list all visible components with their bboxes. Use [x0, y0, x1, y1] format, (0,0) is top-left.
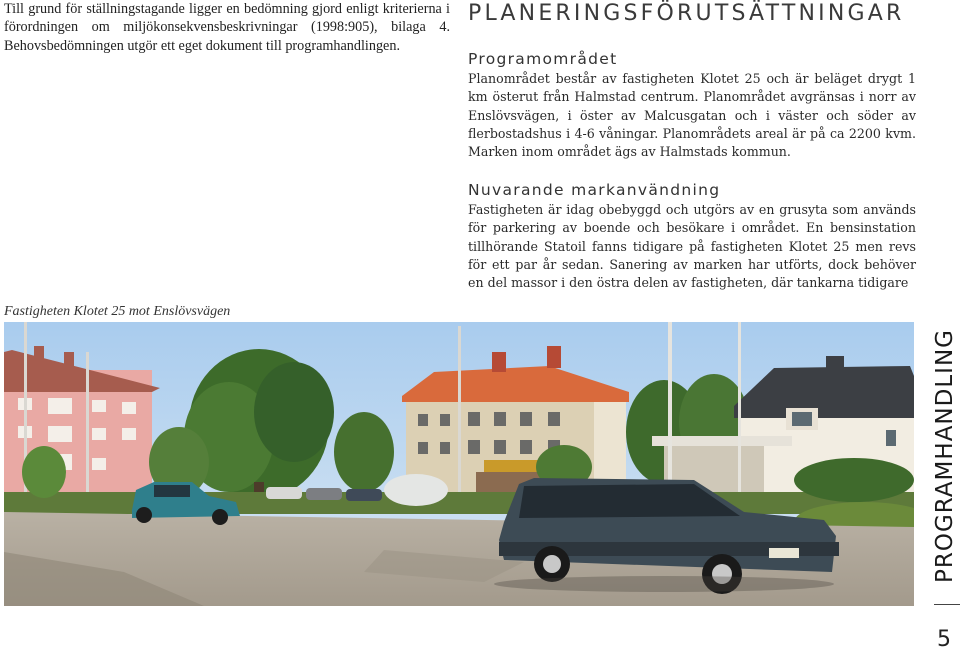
- intro-column: [4, 0, 450, 55]
- intro-paragraph: Till grund för ställningstagande ligger en bedömning gjord enligt kriterierna i förordningen om miljökonsekvensbeskrivningar (1998:905), bilaga 4. Behovsbedömningen utgör ett eget dokument till programhandlingen.: [4, 1, 450, 54]
- section-title: Programområdet: [468, 50, 618, 68]
- section-title: Nuvarande markanvändning: [468, 181, 721, 199]
- page-number: 5: [937, 627, 951, 652]
- section-text: Planområdet består av fastigheten Klotet 25 och är beläget drygt 1 km österut från Halmstad centrum. Planområdet avgränsas i norr av Enslövsvägen, i öster av Malcusgatan och i väster och söder av flerbostadshus i 4-6 våningar. Planområdets areal är på ca 2200 kvm. Marken inom området ägs av Halmstads kommun.: [468, 71, 916, 160]
- section-programomradet: [468, 50, 916, 161]
- site-photo: [4, 322, 914, 606]
- main-column: [468, 0, 916, 291]
- section-nuvarande-markanvandning: [468, 181, 916, 292]
- section-text: Fastigheten är idag obebyggd och utgörs av en grusyta som används för parkering av boende och besökare i området. En bensinstation tillhörande Statoil fanns tidigare på fastigheten Klotet 25 men revs för ett par år sedan. Sanering av marken har utförts, dock behöver en del massor i den östra delen av fastigheten, där tankarna tidigare: [468, 202, 916, 291]
- document-type-label: PROGRAMHANDLING: [932, 329, 958, 583]
- page-heading: PLANERINGSFÖRUTSÄTTNINGAR: [468, 1, 905, 26]
- photo-caption: Fastigheten Klotet 25 mot Enslövsvägen: [4, 304, 231, 319]
- divider-rule: [934, 604, 960, 605]
